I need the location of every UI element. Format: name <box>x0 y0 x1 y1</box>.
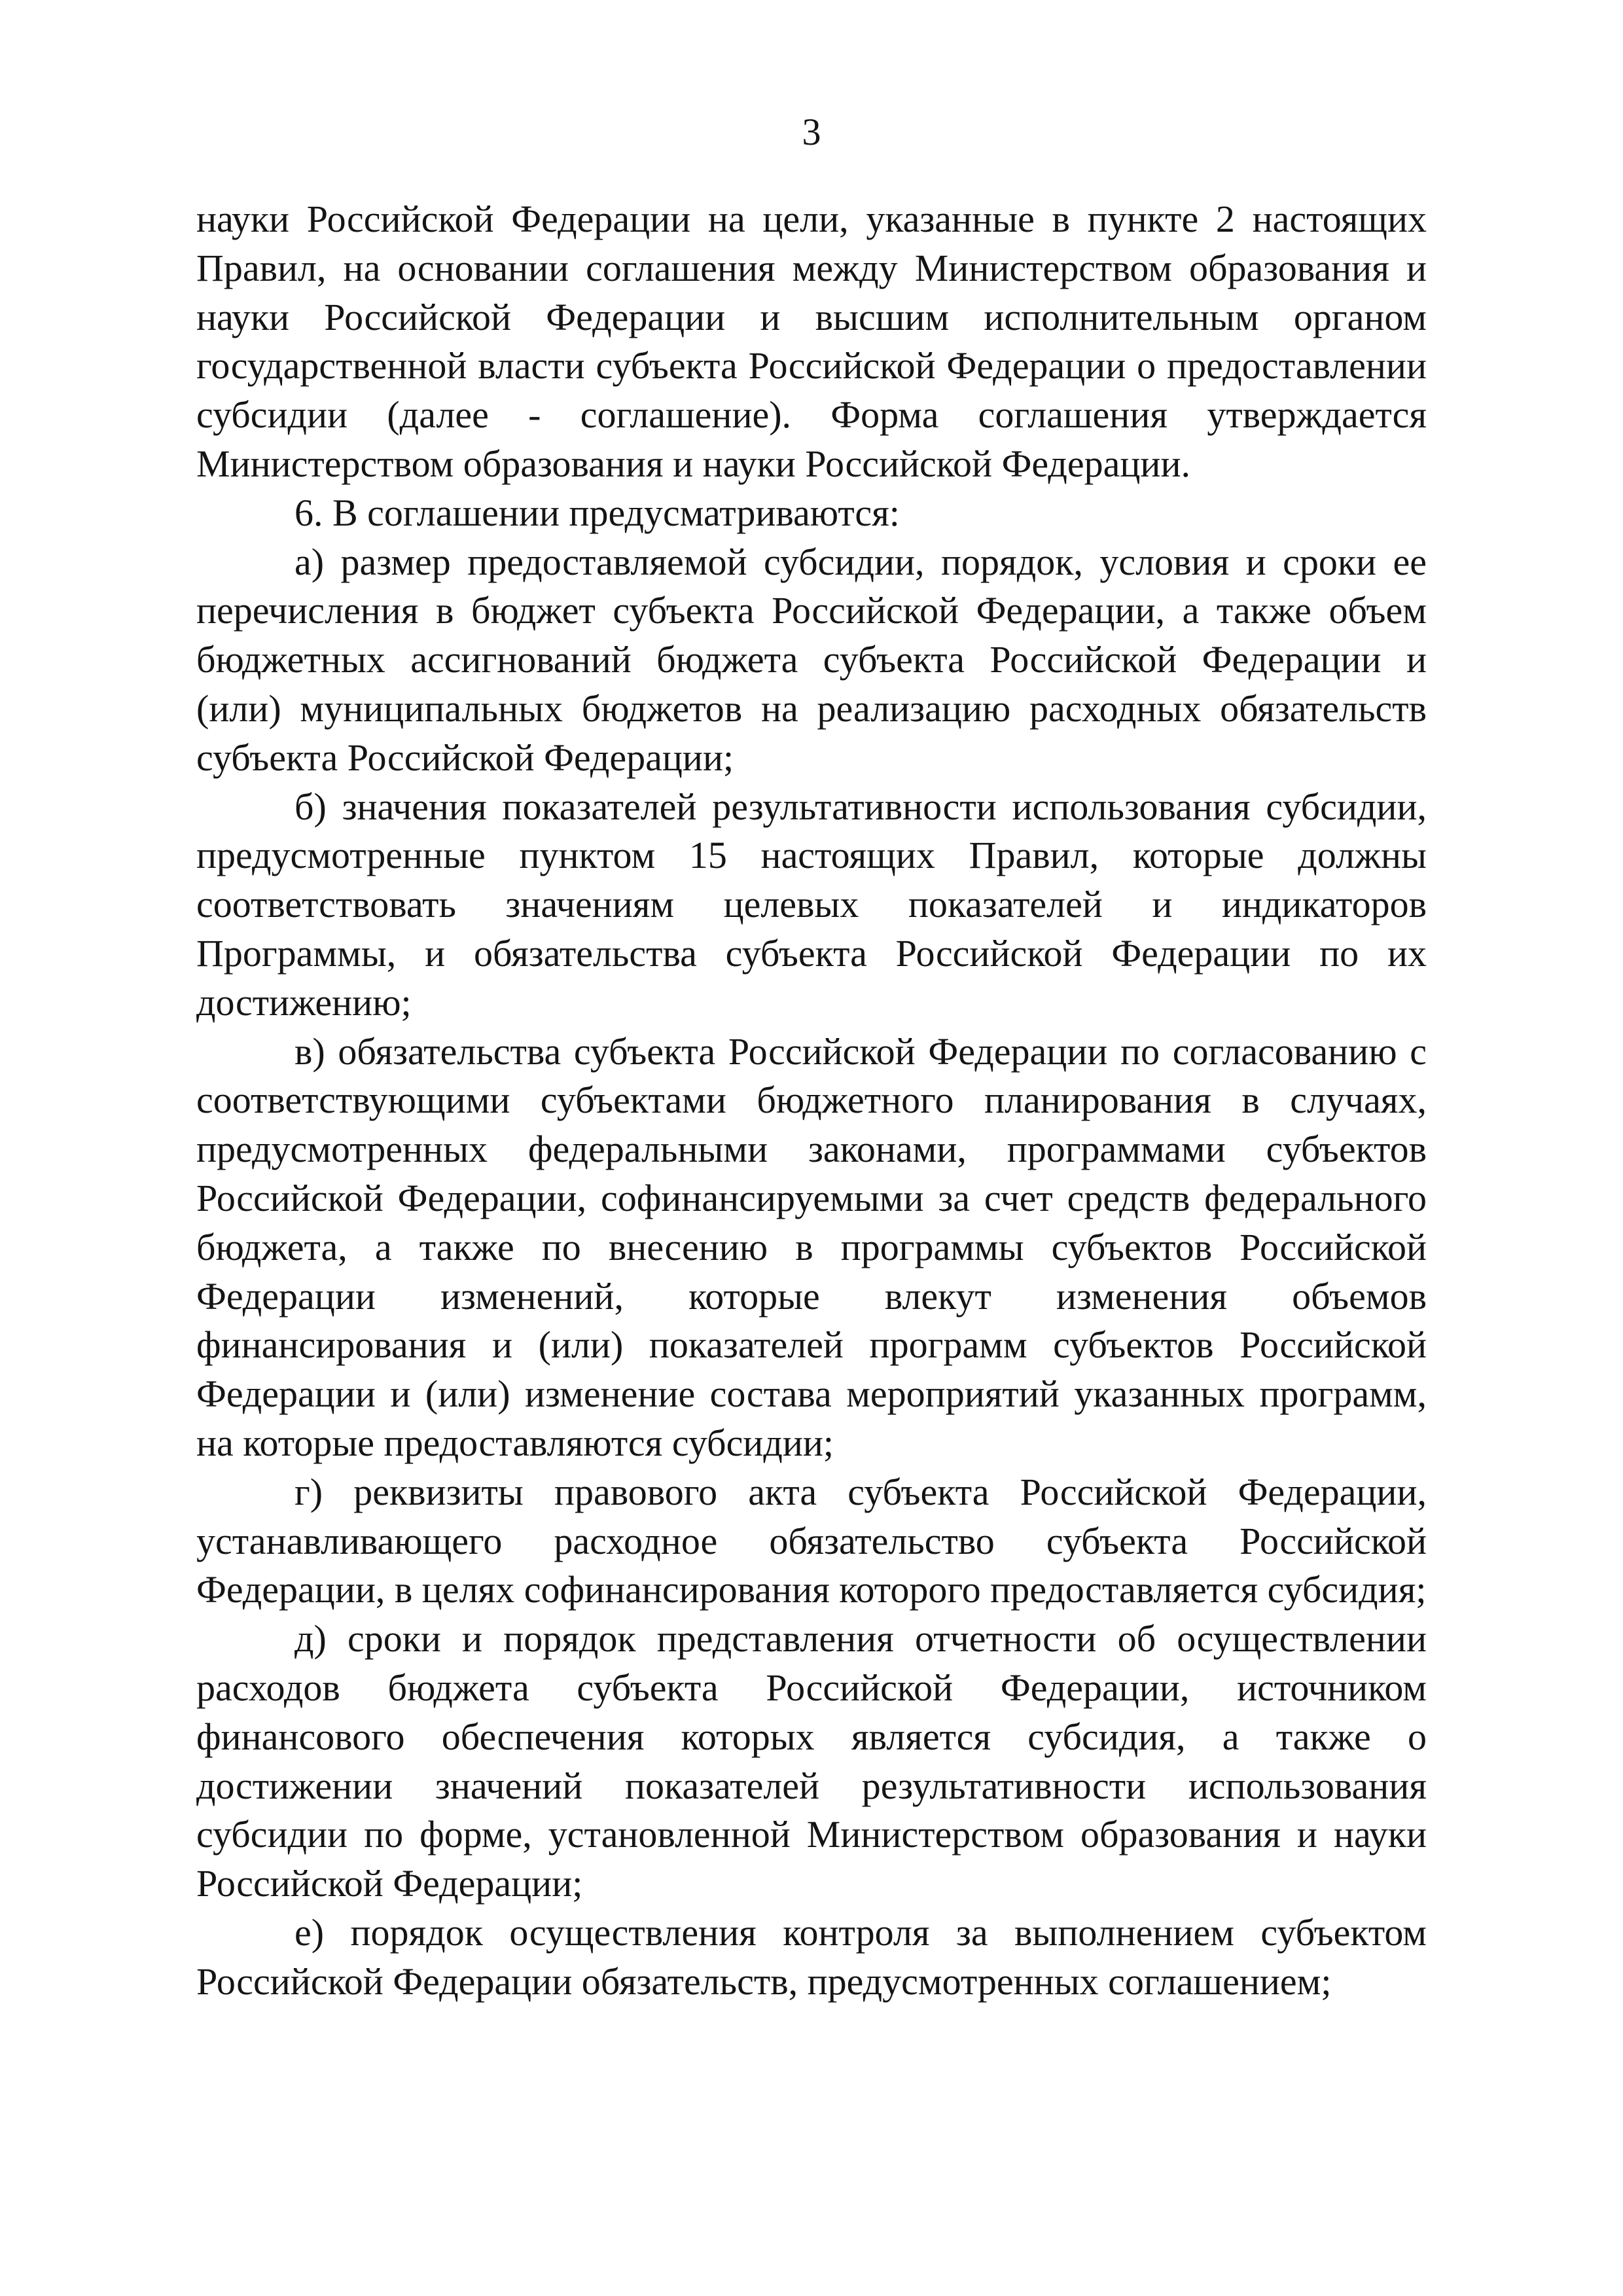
paragraph-item-v: в) обязательства субъекта Российской Федерации по согласованию с соответствующими субъектами бюджетного планирования в случаях, предусмотренных федеральными законами, программами субъектов Российской Федерации, софинансируемыми за счет средств федерального бюджета, а также по внесению в программы субъектов Российской Федерации изменений, которые влекут изменения объемов финансирования и (или) показателей программ субъектов Российской Федерации и (или) изменение состава мероприятий указанных программ, на которые предоставляются субсидии; <box>196 1030 1427 1464</box>
paragraph-item-d: д) сроки и порядок представления отчетности об осуществлении расходов бюджета субъекта Российской Федерации, источником финансового обеспечения которых является субсидия, а также о достижении значений показателей результативности использования субсидии по форме, установленной Министерством образования и науки Российской Федерации; <box>196 1617 1427 1905</box>
paragraph-item-e: е) порядок осуществления контроля за выполнением субъектом Российской Федерации обязательств, предусмотренных соглашением; <box>196 1910 1427 2003</box>
document-body <box>196 195 1427 2006</box>
page-number: 3 <box>802 111 821 153</box>
paragraph-item-b: б) значения показателей результативности использования субсидии, предусмотренные пунктом 15 настоящих Правил, которые должны соответствовать значениям целевых показателей и индикаторов Программы, и обязательства субъекта Российской Федерации по их достижению; <box>196 785 1427 1024</box>
paragraph-intro-continuation: науки Российской Федерации на цели, указанные в пункте 2 настоящих Правил, на основании соглашения между Министерством образования и науки Российской Федерации и высшим исполнительным органом государственной власти субъекта Российской Федерации о предоставлении субсидии (далее - соглашение). Форма соглашения утверждается Министерством образования и науки Российской Федерации. <box>196 198 1427 485</box>
paragraph-item-a: а) размер предоставляемой субсидии, порядок, условия и сроки ее перечисления в бюджет субъекта Российской Федерации, а также объем бюджетных ассигнований бюджета субъекта Российской Федерации и (или) муниципальных бюджетов на реализацию расходных обязательств субъекта Российской Федерации; <box>196 540 1427 779</box>
paragraph-item-6: 6. В соглашении предусматриваются: <box>294 491 900 534</box>
paragraph-item-g: г) реквизиты правового акта субъекта Российской Федерации, устанавливающего расходное обязательство субъекта Российской Федерации, в целях софинансирования которого предоставляется субсидия; <box>196 1470 1427 1611</box>
